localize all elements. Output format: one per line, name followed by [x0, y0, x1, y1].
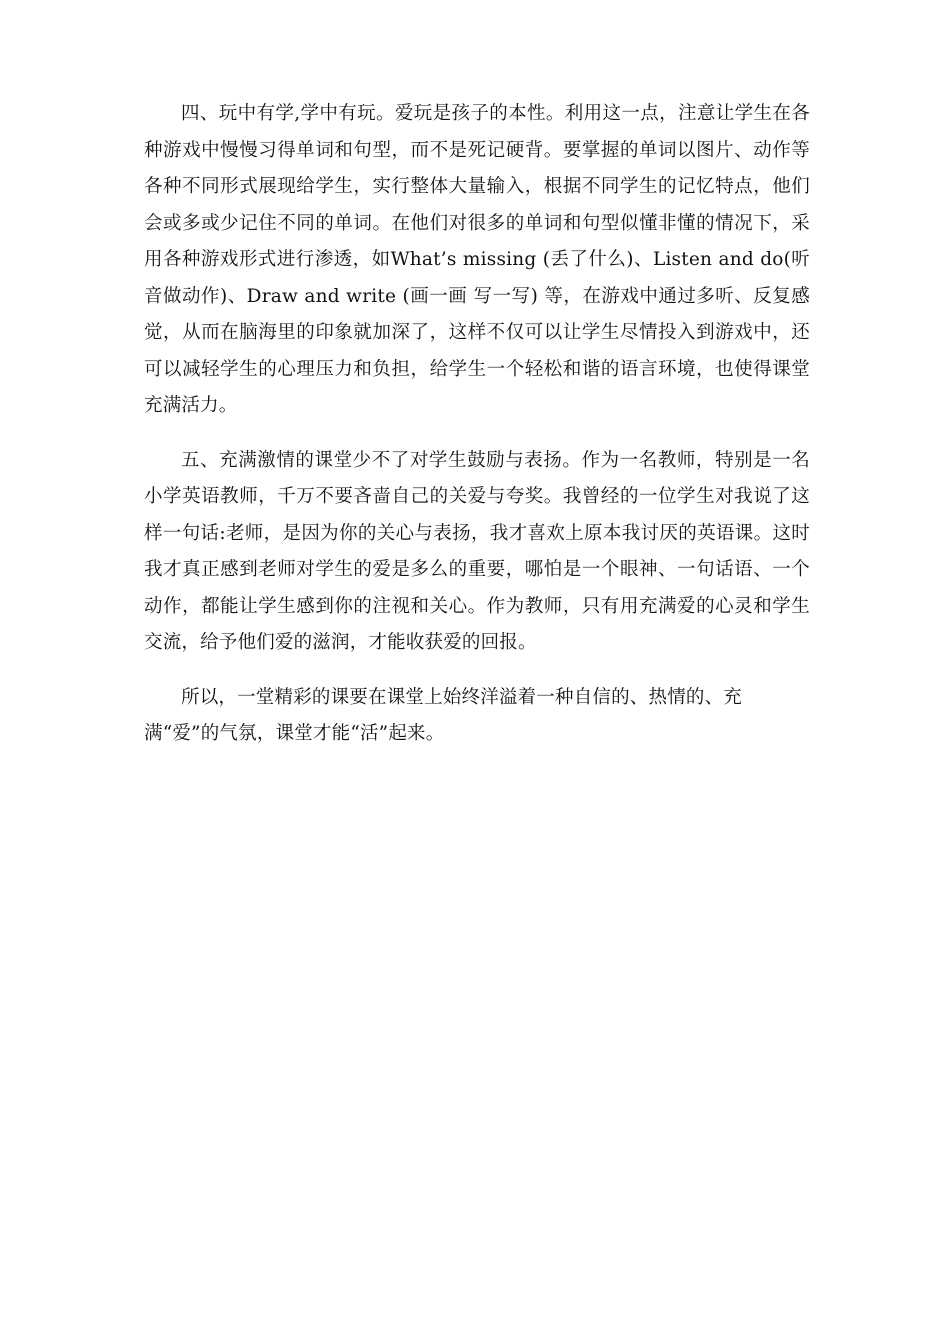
paragraph-conclusion: 所以，一堂精彩的课要在课堂上始终洋溢着一种自信的、热情的、充满“爱”的气氛，课堂才能“活”起来。 [144, 686, 743, 744]
document-body [144, 96, 810, 753]
paragraph-five-encouragement: 五、充满激情的课堂少不了对学生鼓励与表扬。作为一名教师，特别是一名小学英语教师，千万不要吝啬自己的关爱与夸奖。我曾经的一位学生对我说了这样一句话:老师，是因为你的关心与表扬，我才喜欢上原本我讨厌的英语课。这时我才真正感到老师对学生的爱是多么的重要，哪怕是一个眼神、一句话语、一个动作，都能让学生感到你的注视和关心。作为教师，只有用充满爱的心灵和学生交流，给予他们爱的滋润，才能收获爱的回报。 [144, 449, 810, 653]
paragraph-four-play-and-learn: 四、玩中有学,学中有玩。爱玩是孩子的本性。利用这一点，注意让学生在各种游戏中慢慢习得单词和句型，而不是死记硬背。要掌握的单词以图片、动作等各种不同形式展现给学生，实行整体大量输入，根据不同学生的记忆特点，他们会或多或少记住不同的单词。在他们对很多的单词和句型似懂非懂的情况下，采用各种游戏形式进行渗透，如What’s missing (丢了什么)、Listen and do(听音做动作)、Draw and write (画一画 写一写) 等，在游戏中通过多听、反复感觉，从而在脑海里的印象就加深了，这样不仅可以让学生尽情投入到游戏中，还可以减轻学生的心理压力和负担，给学生一个轻松和谐的语言环境，也使得课堂充满活力。 [144, 103, 810, 416]
